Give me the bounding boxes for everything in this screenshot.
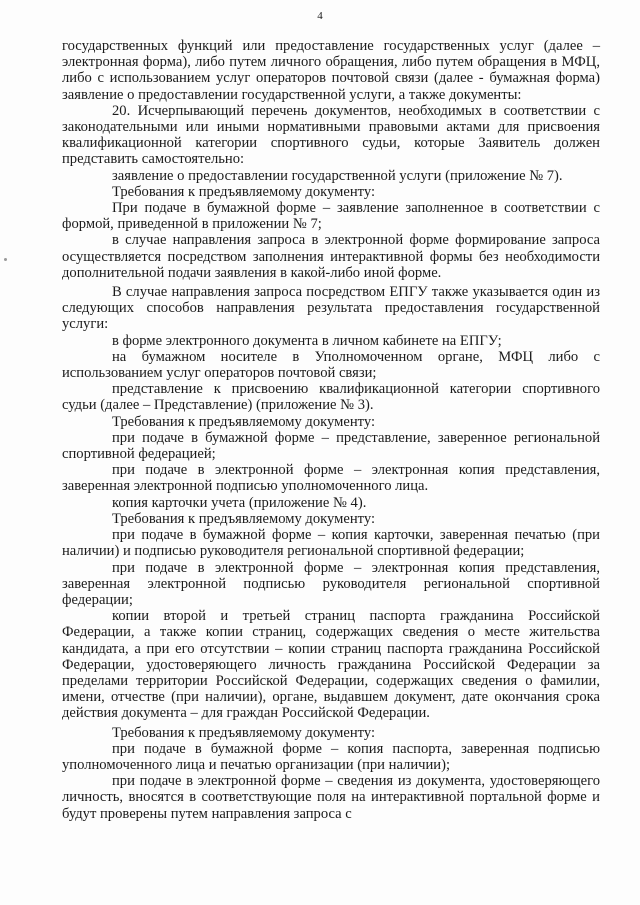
paragraph: государственных функций или предоставление государственных услуг (далее – электронная форма), либо путем личного обращения, либо путем обращения в МФЦ, либо с использованием услуг операторов почтовой связи (далее - бумажная форма) заявление о предоставлении государственной услуги, а также документы: — [62, 38, 600, 103]
paragraph: представление к присвоению квалификационной категории спортивного судьи (далее – Представление) (приложение № 3). — [62, 381, 600, 414]
paragraph: заявление о предоставлении государственной услуги (приложение № 7). — [112, 167, 563, 184]
paragraph: При подаче в бумажной форме – заявление заполненное в соответствии с формой, приведенной в приложении № 7; — [62, 200, 600, 233]
margin-mark — [4, 258, 7, 261]
paragraph: при подаче в бумажной форме – представление, заверенное региональной спортивной федерацией; — [62, 429, 600, 463]
paragraph: В случае направления запроса посредством ЕПГУ также указывается один из следующих способов направления результата предоставления государственной услуги: — [62, 284, 600, 333]
page-number: 4 — [317, 10, 323, 22]
paragraph: на бумажном носителе в Уполномоченном органе, МФЦ либо с использованием услуг операторов почтовой связи; — [62, 348, 600, 382]
paragraph: копии второй и третьей страниц паспорта гражданина Российской Федерации, а также копии страниц, содержащих сведения о месте жительства кандидата, а при его отсутствии – копии страниц паспорта гражданина Российской Федерации, удостоверяющего личность гражданина Российской Федерации за пределами территории Российской Федерации, содержащих сведения о фамилии, имени, отчестве (при наличии), органе, выдавшем документ, дате окончания срока действия документа – для граждан Российской Федерации. — [62, 608, 600, 722]
paragraph: Требования к предъявляемому документу: — [112, 413, 376, 430]
paragraph: копия карточки учета (приложение № 4). — [112, 494, 367, 511]
paragraph: при подаче в бумажной форме – копия карточки, заверенная печатью (при наличии) и подписью руководителя региональной спортивной федерации; — [62, 527, 600, 560]
document-body — [62, 38, 600, 822]
paragraph: 20. Исчерпывающий перечень документов, необходимых в соответствии с законодательными или иными нормативными правовыми актами для присвоения квалификационной категории спортивного судьи, которые Заявитель должен представить самостоятельно: — [62, 102, 600, 168]
paragraph: в форме электронного документа в личном кабинете на ЕПГУ; — [112, 332, 502, 349]
paragraph: при подаче в электронной форме – электронная копия представления, заверенная электронной подписью руководителя региональной спортивной федерации; — [62, 559, 600, 608]
paragraph: Требования к предъявляемому документу: — [112, 183, 376, 200]
paragraph: Требования к предъявляемому документу: — [112, 510, 376, 527]
paragraph: при подаче в электронной форме – сведения из документа, удостоверяющего личность, вносятся в соответствующие поля на интерактивной портальной форме и будут проверены путем направления запроса с — [62, 773, 600, 822]
paragraph: при подаче в электронной форме – электронная копия представления, заверенная электронной подписью уполномоченного лица. — [62, 462, 600, 495]
paragraph: в случае направления запроса в электронной форме формирование запроса осуществляется посредством заполнения интерактивной формы без необходимости дополнительной подачи заявления в какой-либо иной форме. — [62, 232, 600, 281]
paragraph: при подаче в бумажной форме – копия паспорта, заверенная подписью уполномоченного лица и печатью организации (при наличии); — [62, 740, 600, 773]
paragraph: Требования к предъявляемому документу: — [112, 724, 376, 741]
